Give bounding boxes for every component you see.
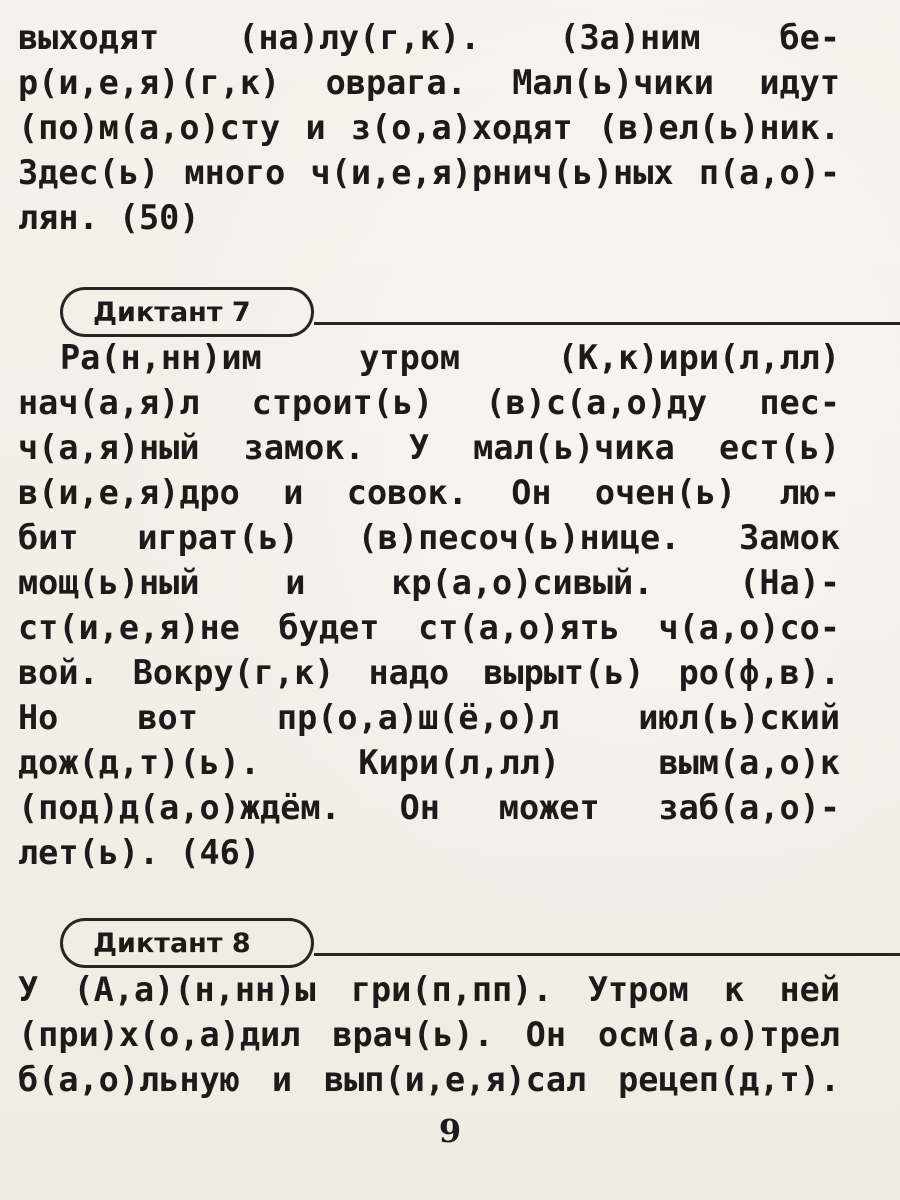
text-line: дож(д,т)(ь). Кири(л,лл) вым(а,о)к [18, 743, 840, 782]
heading-rule [314, 322, 900, 325]
text-line: выходят (на)лу(г,к). (За)ним бе- [18, 18, 840, 57]
text-line: лян. (50) [18, 198, 200, 237]
text-line: У (А,а)(н,нн)ы гри(п,пп). Утром к ней [18, 970, 840, 1009]
text-line: ст(и,е,я)не будет ст(а,о)ять ч(а,о)со- [18, 608, 840, 647]
text-line: в(и,е,я)дро и совок. Он очен(ь) лю- [18, 473, 840, 512]
heading-rule [314, 953, 900, 956]
text-line: мощ(ь)ный и кр(а,о)сивый. (На)- [18, 563, 840, 602]
text-line: (под)д(а,о)ждём. Он может заб(а,о)- [18, 788, 840, 827]
text-line: (при)х(о,а)дил врач(ь). Он осм(а,о)трел [18, 1015, 840, 1054]
text-line: ч(а,я)ный замок. У мал(ь)чика ест(ь) [18, 428, 840, 467]
dictation-7-heading [60, 287, 292, 337]
text-line: лет(ь). (46) [18, 833, 261, 872]
text-line: бит играт(ь) (в)песоч(ь)нице. Замок [18, 518, 840, 557]
text-line: вой. Вокру(г,к) надо вырыт(ь) ро(ф,в). [18, 653, 840, 692]
text-line: нач(а,я)л строит(ь) (в)с(а,о)ду пес- [18, 383, 840, 422]
page-number: 9 [438, 1112, 462, 1150]
text-line: Но вот пр(о,а)ш(ё,о)л июл(ь)ский [18, 698, 840, 737]
text-line: Ра(н,нн)им утром (К,к)ири(л,лл) [60, 338, 840, 377]
text-line: б(а,о)льную и вып(и,е,я)сал рецеп(д,т). [18, 1060, 840, 1099]
heading-label: Диктант 7 [93, 297, 251, 328]
heading-label: Диктант 8 [93, 928, 251, 959]
text-line: (по)м(а,о)сту и з(о,а)ходят (в)ел(ь)ник. [18, 108, 840, 147]
dictation-8-heading [60, 918, 292, 968]
text-line: Здес(ь) много ч(и,е,я)рнич(ь)ных п(а,о)- [18, 153, 840, 192]
text-line: р(и,е,я)(г,к) оврага. Мал(ь)чики идут [18, 63, 840, 102]
